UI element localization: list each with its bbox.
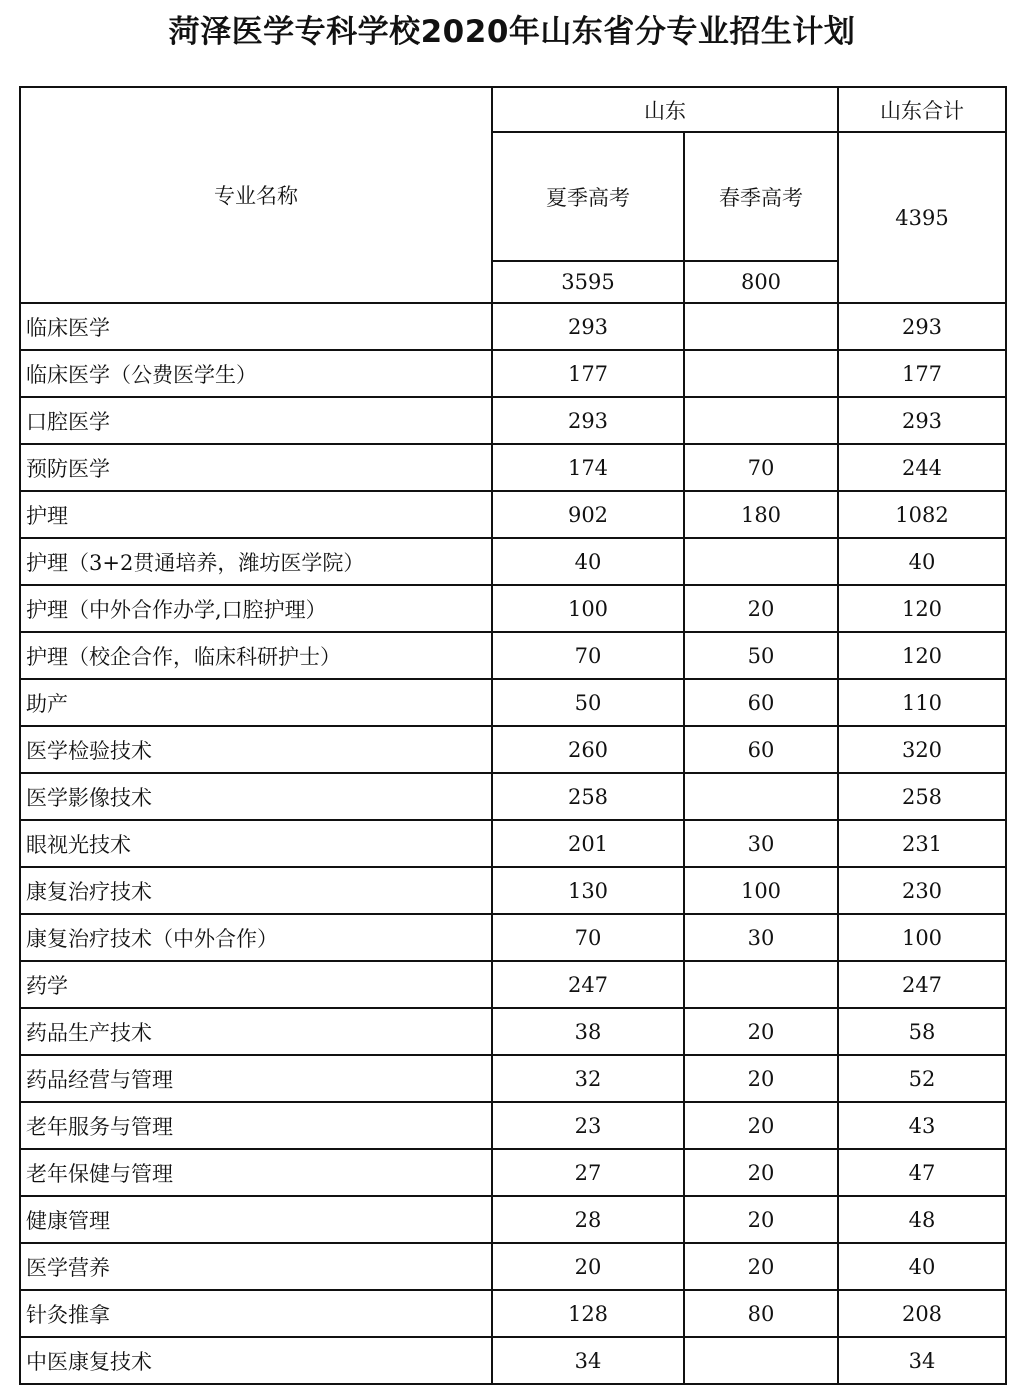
header-row-province (20, 87, 1006, 132)
table-row (20, 1290, 1006, 1337)
table-row (20, 538, 1006, 585)
table-row (20, 914, 1006, 961)
spring-count-cell: 180 (684, 491, 838, 538)
total-count-cell: 320 (838, 726, 1006, 773)
major-name-cell: 护理（中外合作办学,口腔护理） (20, 585, 492, 632)
summer-count-cell: 70 (492, 632, 684, 679)
table-row (20, 1102, 1006, 1149)
table-row (20, 867, 1006, 914)
table-body (20, 87, 1006, 1384)
total-count-cell: 247 (838, 961, 1006, 1008)
table-row (20, 491, 1006, 538)
spring-count-cell: 20 (684, 1196, 838, 1243)
summer-count-cell: 38 (492, 1008, 684, 1055)
spring-count-cell (684, 961, 838, 1008)
spring-count-cell: 20 (684, 1102, 838, 1149)
spring-count-cell: 50 (684, 632, 838, 679)
total-count-cell: 293 (838, 303, 1006, 350)
total-count-cell: 110 (838, 679, 1006, 726)
major-name-cell: 中医康复技术 (20, 1337, 492, 1384)
enrollment-plan-table (19, 86, 1007, 1385)
major-name-cell: 健康管理 (20, 1196, 492, 1243)
summer-count-cell: 32 (492, 1055, 684, 1102)
summer-count-cell: 174 (492, 444, 684, 491)
spring-count-cell: 60 (684, 679, 838, 726)
spring-count-cell (684, 397, 838, 444)
total-count-cell: 40 (838, 1243, 1006, 1290)
summer-count-cell: 258 (492, 773, 684, 820)
summer-count-cell: 247 (492, 961, 684, 1008)
page-title: 菏泽医学专科学校2020年山东省分专业招生计划 (168, 14, 856, 50)
spring-total-value: 800 (684, 261, 838, 303)
summer-count-cell: 40 (492, 538, 684, 585)
major-name-cell: 医学影像技术 (20, 773, 492, 820)
summer-count-cell: 34 (492, 1337, 684, 1384)
table-row (20, 1055, 1006, 1102)
spring-count-cell (684, 773, 838, 820)
grand-total-value: 4395 (838, 132, 1006, 303)
total-count-cell: 177 (838, 350, 1006, 397)
total-count-cell: 43 (838, 1102, 1006, 1149)
total-count-cell: 48 (838, 1196, 1006, 1243)
total-count-cell: 40 (838, 538, 1006, 585)
summer-count-cell: 70 (492, 914, 684, 961)
summer-count-cell: 201 (492, 820, 684, 867)
spring-count-cell (684, 1337, 838, 1384)
table-row (20, 961, 1006, 1008)
summer-count-cell: 260 (492, 726, 684, 773)
table-row (20, 444, 1006, 491)
province-total-header: 山东合计 (838, 87, 1006, 132)
major-name-cell: 护理（校企合作，临床科研护士） (20, 632, 492, 679)
total-count-cell: 47 (838, 1149, 1006, 1196)
summer-count-cell: 902 (492, 491, 684, 538)
summer-count-cell: 293 (492, 303, 684, 350)
summer-count-cell: 130 (492, 867, 684, 914)
major-name-cell: 临床医学（公费医学生） (20, 350, 492, 397)
summer-count-cell: 28 (492, 1196, 684, 1243)
major-name-cell: 药品经营与管理 (20, 1055, 492, 1102)
spring-count-cell (684, 350, 838, 397)
total-count-cell: 1082 (838, 491, 1006, 538)
table-row (20, 1149, 1006, 1196)
table-row (20, 679, 1006, 726)
major-name-cell: 药学 (20, 961, 492, 1008)
table-row (20, 350, 1006, 397)
spring-count-cell: 30 (684, 914, 838, 961)
major-name-header: 专业名称 (20, 87, 492, 303)
summer-count-cell: 128 (492, 1290, 684, 1337)
spring-count-cell: 20 (684, 1008, 838, 1055)
table-row (20, 726, 1006, 773)
summer-total-value: 3595 (492, 261, 684, 303)
total-count-cell: 244 (838, 444, 1006, 491)
total-count-cell: 34 (838, 1337, 1006, 1384)
summer-count-cell: 177 (492, 350, 684, 397)
total-count-cell: 100 (838, 914, 1006, 961)
table-row (20, 585, 1006, 632)
total-count-cell: 58 (838, 1008, 1006, 1055)
major-name-cell: 临床医学 (20, 303, 492, 350)
major-name-cell: 针灸推拿 (20, 1290, 492, 1337)
total-count-cell: 208 (838, 1290, 1006, 1337)
table-row (20, 303, 1006, 350)
major-name-cell: 医学营养 (20, 1243, 492, 1290)
spring-count-cell (684, 303, 838, 350)
table-row (20, 397, 1006, 444)
spring-count-cell: 20 (684, 1243, 838, 1290)
table-row (20, 820, 1006, 867)
table-row (20, 1196, 1006, 1243)
major-name-cell: 预防医学 (20, 444, 492, 491)
spring-count-cell: 20 (684, 1055, 838, 1102)
major-name-cell: 眼视光技术 (20, 820, 492, 867)
total-count-cell: 230 (838, 867, 1006, 914)
major-name-cell: 药品生产技术 (20, 1008, 492, 1055)
major-name-cell: 医学检验技术 (20, 726, 492, 773)
table-row (20, 632, 1006, 679)
table-row (20, 1008, 1006, 1055)
table-row (20, 1337, 1006, 1384)
major-name-cell: 口腔医学 (20, 397, 492, 444)
summer-count-cell: 50 (492, 679, 684, 726)
spring-exam-header: 春季高考 (684, 132, 838, 261)
spring-count-cell: 20 (684, 1149, 838, 1196)
major-name-cell: 康复治疗技术 (20, 867, 492, 914)
spring-count-cell: 70 (684, 444, 838, 491)
major-name-cell: 助产 (20, 679, 492, 726)
summer-count-cell: 27 (492, 1149, 684, 1196)
table-row (20, 1243, 1006, 1290)
total-count-cell: 258 (838, 773, 1006, 820)
major-name-cell: 老年服务与管理 (20, 1102, 492, 1149)
major-name-cell: 护理（3+2贯通培养，潍坊医学院） (20, 538, 492, 585)
spring-count-cell: 60 (684, 726, 838, 773)
summer-count-cell: 100 (492, 585, 684, 632)
summer-count-cell: 20 (492, 1243, 684, 1290)
total-count-cell: 231 (838, 820, 1006, 867)
major-name-cell: 护理 (20, 491, 492, 538)
summer-count-cell: 293 (492, 397, 684, 444)
table-row (20, 773, 1006, 820)
spring-count-cell: 20 (684, 585, 838, 632)
province-header: 山东 (492, 87, 838, 132)
major-name-cell: 康复治疗技术（中外合作） (20, 914, 492, 961)
major-name-cell: 老年保健与管理 (20, 1149, 492, 1196)
spring-count-cell: 100 (684, 867, 838, 914)
spring-count-cell: 80 (684, 1290, 838, 1337)
total-count-cell: 293 (838, 397, 1006, 444)
total-count-cell: 120 (838, 585, 1006, 632)
total-count-cell: 52 (838, 1055, 1006, 1102)
spring-count-cell: 30 (684, 820, 838, 867)
total-count-cell: 120 (838, 632, 1006, 679)
summer-count-cell: 23 (492, 1102, 684, 1149)
spring-count-cell (684, 538, 838, 585)
summer-exam-header: 夏季高考 (492, 132, 684, 261)
